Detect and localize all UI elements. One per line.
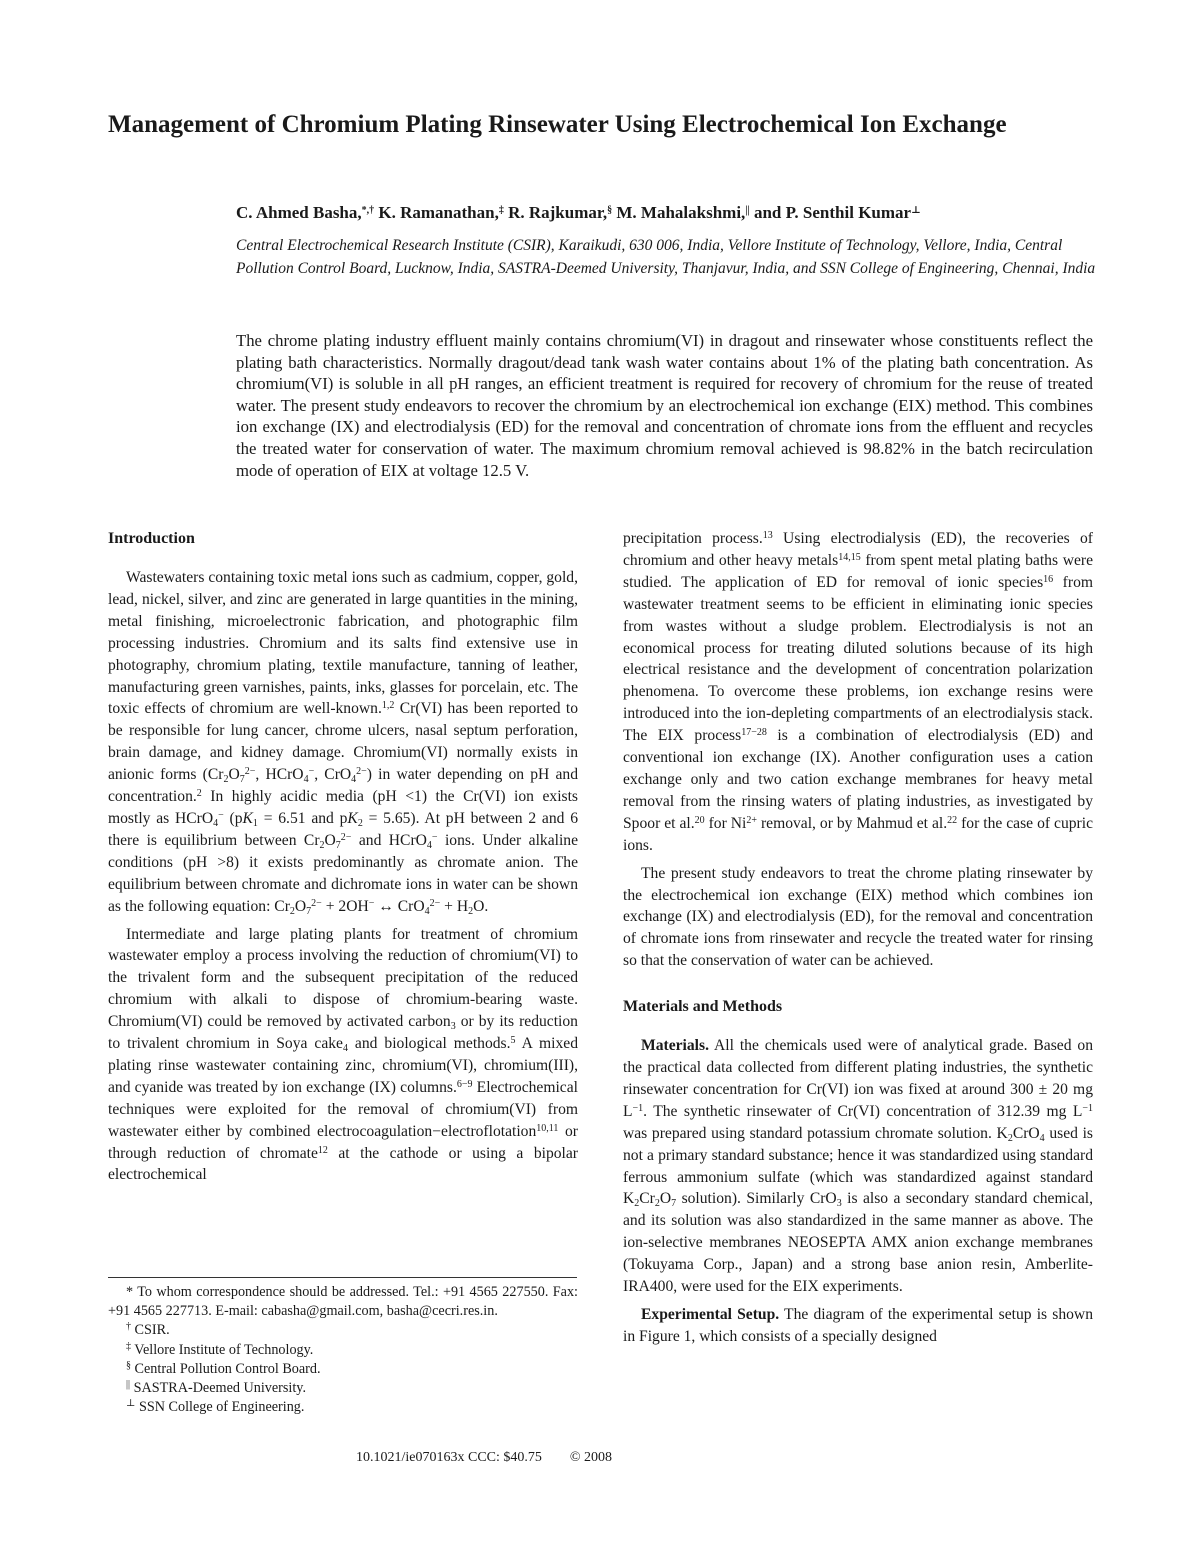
footnote-item bbox=[108, 1341, 578, 1360]
footnotes bbox=[108, 1283, 578, 1417]
subscript: 3 bbox=[836, 1198, 842, 1210]
text-run: and biological methods. bbox=[347, 1035, 511, 1053]
footnote-divider bbox=[108, 1277, 577, 1278]
superscript: 6−9 bbox=[456, 1078, 473, 1090]
page-footer bbox=[356, 1450, 612, 1466]
footnote-item bbox=[108, 1379, 578, 1398]
subscript: 1 bbox=[252, 817, 258, 829]
materials-paragraph bbox=[623, 1035, 1093, 1298]
text-run: ions. Under alkaline conditions (pH >8) it exists predominantly as chromate anion. The equilibrium between chromate and dichromate ions in water can be shown as the following equation: Cr bbox=[108, 831, 579, 915]
text-run: for the case of cupric ions. bbox=[623, 814, 1093, 854]
subscript: 2 bbox=[357, 817, 363, 829]
subscript: 4 bbox=[303, 774, 309, 786]
materials-text bbox=[623, 1037, 1093, 1295]
setup-runin-heading: Experimental Setup. bbox=[641, 1306, 780, 1323]
superscript: 2+ bbox=[746, 814, 757, 826]
footnote-text: Vellore Institute of Technology. bbox=[131, 1341, 314, 1358]
subscript: 3 bbox=[450, 1021, 456, 1033]
text-run: Cr(VI) has been reported to be responsible for lung cancer, chrome ulcers, nasal septum perforation, brain damage, and kidney damage. Chromium(VI) normally exists in anionic forms (Cr bbox=[108, 700, 578, 784]
author-mark: ⊥ bbox=[911, 205, 921, 216]
superscript: 12 bbox=[317, 1144, 328, 1156]
superscript: 2− bbox=[429, 897, 441, 909]
article-title: Management of Chromium Plating Rinsewater Using Electrochemical Ion Exchange bbox=[108, 111, 1007, 138]
superscript: 14,15 bbox=[838, 551, 861, 563]
footnote-text: SSN College of Engineering. bbox=[135, 1399, 305, 1416]
italic-symbol: K bbox=[347, 809, 358, 827]
footnote-item bbox=[108, 1321, 578, 1340]
setup-text: The diagram of the experimental setup is shown in Figure 1, which consists of a specially designed bbox=[623, 1306, 1093, 1345]
superscript: 10,11 bbox=[536, 1122, 559, 1134]
text-run: O. bbox=[473, 897, 489, 915]
superscript: 2 bbox=[196, 788, 202, 800]
text-run: O bbox=[228, 766, 240, 784]
text-run: removal, or by Mahmud et al. bbox=[756, 814, 948, 832]
author-mark: § bbox=[607, 205, 613, 216]
subscript: 4 bbox=[426, 839, 432, 851]
doi-text: 10.1021/ie070163x CCC: $40.75 bbox=[356, 1450, 542, 1465]
text-run: (p bbox=[223, 809, 243, 827]
subscript: 2 bbox=[1007, 1132, 1013, 1144]
superscript: 2− bbox=[311, 897, 322, 909]
subscript: 2 bbox=[289, 905, 295, 917]
text-run: O bbox=[659, 1190, 672, 1208]
author-name: and P. Senthil Kumar bbox=[749, 203, 912, 222]
subscript: 7 bbox=[335, 839, 341, 851]
text-run: O bbox=[324, 831, 336, 849]
right-column bbox=[623, 528, 1093, 1348]
subscript: 4 bbox=[213, 817, 219, 829]
text-run: is a combination of electrodialysis (ED) and conventional ion exchange (IX). Another configuration uses a cation exchange only and two cation exchange membranes for heavy metal removal from the rinsing waters of plating industries, as investigated by Spoor et al. bbox=[623, 727, 1093, 832]
setup-paragraph bbox=[623, 1304, 1093, 1348]
footnote-mark: † bbox=[126, 1321, 131, 1333]
superscript: 16 bbox=[1043, 573, 1054, 585]
superscript: −1 bbox=[632, 1102, 644, 1114]
text-run: Electrochemical techniques were exploited for the removal of chromium(VI) from wastewater either by combined electrocoagulation−electroflotation bbox=[108, 1078, 578, 1140]
subscript: 2 bbox=[319, 839, 325, 851]
section-heading-materials-methods: Materials and Methods bbox=[623, 998, 783, 1016]
superscript: − bbox=[218, 809, 224, 821]
intro-paragraph-1 bbox=[108, 567, 578, 918]
superscript: 1,2 bbox=[381, 700, 395, 712]
copyright-year: © 2008 bbox=[569, 1450, 613, 1465]
text-run: CrO bbox=[1012, 1124, 1040, 1142]
text-run: A mixed plating rinse wastewater containing zinc, chromium(VI), chromium(III), and cyanide was treated by ion exchange (IX) columns. bbox=[108, 1035, 578, 1096]
text-run: and HCrO bbox=[351, 831, 427, 849]
superscript: 2− bbox=[340, 831, 352, 843]
subscript: 7 bbox=[671, 1198, 677, 1210]
text-run: In highly acidic media (pH <1) the Cr(VI) ion exists mostly as HCrO bbox=[108, 788, 578, 827]
text-run: Wastewaters containing toxic metal ions such as cadmium, copper, gold, lead, nickel, silver, and zinc are generated in large quantities in the mining, metal finishing, microelectronic fabrication, and photographic film processing industries. Chromium and its salts find extensive use in photography, chromium plating, textile manufacture, tanning of leather, manufacturing green varnishes, paints, inks, glasses for porcelain, etc. The toxic effects of chromium are well-known. bbox=[108, 569, 578, 718]
text-run: solution). Similarly CrO bbox=[676, 1190, 837, 1208]
superscript: 13 bbox=[762, 530, 773, 541]
footnote-correspondence: * To whom correspondence should be addressed. Tel.: +91 4565 227550. Fax: +91 4565 227713. E-mail: cabasha@gmail.com, basha@cecri.res.in. bbox=[108, 1284, 578, 1320]
author-name: C. Ahmed Basha, bbox=[236, 203, 362, 222]
author-mark: *,† bbox=[361, 205, 375, 216]
superscript: 17−28 bbox=[741, 727, 767, 739]
text-run: or through reduction of chromate bbox=[108, 1122, 578, 1162]
abstract: The chrome plating industry effluent mainly contains chromium(VI) in dragout and rinsewater whose constituents reflect the plating bath characteristics. Normally dragout/dead tank wash water contains about 1% of the plating bath concentration. As chromium(VI) is soluble in all pH ranges, an efficient treatment is required for recovery of chromium for the reuse of treated water. The present study endeavors to recover the chromium by an electrochemical ion exchange (EIX) method. This combines ion exchange (IX) and electrodialysis (ED) for the removal and concentration of chromate ions from the effluent and recycles the treated water for conservation of water. The maximum chromium removal achieved is 98.82% in the batch recirculation mode of operation of EIX at voltage 12.5 V. bbox=[236, 331, 1093, 480]
affiliation: Central Electrochemical Research Institute (CSIR), Karaikudi, 630 006, India, Vellore Institute of Technology, Vellore, India, Central Pollution Control Board, Lucknow, India, SASTRA-Deemed University, Thanjavur, India, and SSN College of Engineering, Chennai, India bbox=[236, 237, 1096, 277]
footnote-item bbox=[108, 1360, 578, 1379]
text-run: or by its reduction to trivalent chromium in Soya cake bbox=[108, 1013, 578, 1053]
author-mark: ‡ bbox=[498, 205, 504, 216]
superscript: − bbox=[431, 831, 438, 843]
superscript: − bbox=[368, 897, 375, 909]
superscript: 2− bbox=[244, 766, 256, 778]
subscript: 4 bbox=[351, 774, 357, 786]
author-list bbox=[236, 202, 1096, 224]
text-run: precipitation process. bbox=[623, 530, 763, 547]
superscript: −1 bbox=[1082, 1102, 1093, 1114]
footnote-text: Central Pollution Control Board. bbox=[131, 1360, 321, 1377]
text-run: from wastewater treatment seems to be efficient in eliminating ionic species from wastes without a sludge problem. Electrodialysis is not an economical process for treating diluted solutions because of its high electrical resistance and the development of concentration polarization phenomena. To overcome these problems, ion exchange resins were introduced into the ion-depleting compartments of an electrodialysis stack. The EIX process bbox=[623, 573, 1093, 745]
text-run: All the chemicals used were of analytical grade. Based on the practical data collected from different plating industries, the synthetic rinsewater concentration for Cr(VI) ion was fixed at around 300 ± 20 mg L bbox=[623, 1037, 1093, 1120]
subscript: 4 bbox=[1039, 1132, 1045, 1144]
text-run: for Ni bbox=[704, 814, 747, 832]
subscript: 2 bbox=[634, 1198, 640, 1210]
materials-runin-heading: Materials. bbox=[641, 1037, 709, 1055]
footnote-mark: ‡ bbox=[126, 1340, 131, 1352]
footnote-mark: § bbox=[126, 1359, 131, 1371]
text-run: . The synthetic rinsewater of Cr(VI) concentration of 312.39 mg L bbox=[643, 1102, 1083, 1120]
footnote-item bbox=[108, 1398, 578, 1417]
superscript: 2− bbox=[356, 766, 367, 778]
footnote-text: SASTRA-Deemed University. bbox=[130, 1380, 307, 1397]
subscript: 2 bbox=[468, 905, 474, 917]
text-run: at the cathode or using a bipolar electrochemical bbox=[108, 1144, 578, 1184]
intro-paragraph-2 bbox=[108, 924, 578, 1187]
subscript: 7 bbox=[306, 905, 312, 917]
subscript: 4 bbox=[342, 1043, 348, 1055]
italic-symbol: K bbox=[242, 809, 253, 827]
footnote-text: CSIR. bbox=[131, 1322, 170, 1339]
text-run: is also a secondary standard chemical, and its solution was also standardized in the same manner as above. The ion-selective membranes NEOSEPTA AMX anion exchange membranes (Tokuyama Corp., Japan) and a strong base anion resin, Amberlite-IRA400, were used for the EIX experiments. bbox=[623, 1190, 1094, 1296]
author-name: K. Ramanathan, bbox=[374, 203, 499, 222]
subscript: 2 bbox=[654, 1198, 660, 1210]
text-run: ) in water depending on pH and concentration. bbox=[108, 766, 578, 806]
superscript: − bbox=[308, 766, 315, 778]
text-run: Cr bbox=[639, 1190, 655, 1208]
section-heading-introduction: Introduction bbox=[108, 530, 195, 547]
author-name: R. Rajkumar, bbox=[503, 203, 608, 222]
text-run: Using electrodialysis (ED), the recoveries of chromium and other heavy metals bbox=[623, 530, 1093, 569]
text-run: from spent metal plating baths were studied. The application of ED for removal of ionic species bbox=[623, 551, 1093, 591]
text-run: = 6.51 and p bbox=[257, 809, 348, 827]
superscript: 22 bbox=[947, 814, 958, 826]
footnote-mark: || bbox=[126, 1379, 131, 1391]
superscript: 5 bbox=[510, 1035, 516, 1047]
text-run: Intermediate and large plating plants for treatment of chromium wastewater employ a process involving the reduction of chromium(VI) to the trivalent form and the subsequent precipitation of the reduced chromium with alkali to dispose of chromium-bearing waste. Chromium(VI) could be removed by activated carbon bbox=[108, 925, 578, 1031]
text-run: + 2OH bbox=[321, 897, 369, 915]
text-run: , HCrO bbox=[255, 766, 304, 784]
intro-paragraph-3 bbox=[623, 528, 1093, 857]
superscript: 20 bbox=[694, 814, 705, 826]
text-run: was prepared using standard potassium chromate solution. K bbox=[623, 1124, 1008, 1142]
text-run: , CrO bbox=[314, 766, 352, 784]
text-run: ↔ CrO bbox=[374, 897, 425, 915]
subscript: 7 bbox=[239, 774, 245, 786]
author-mark: || bbox=[745, 205, 750, 216]
text-run: + H bbox=[440, 897, 469, 915]
subscript: 4 bbox=[424, 905, 430, 917]
author-name: M. Mahalakshmi, bbox=[612, 203, 746, 222]
left-column bbox=[108, 528, 578, 1186]
text-run: used is not a primary standard substance; hence it was standardized using standard ferrous ammonium sulfate (which was standardized against standard K bbox=[623, 1124, 1094, 1208]
subscript: 2 bbox=[223, 774, 229, 786]
intro-paragraph-4: The present study endeavors to treat the chrome plating rinsewater by the electrochemical ion exchange (EIX) method which combines ion exchange (IX) and electrodialysis (ED), for the removal and concentration of chromate ions from rinsewater and recycle the treated water for rinsing so that the conservation of water can be achieved. bbox=[623, 864, 1093, 970]
text-run: O bbox=[294, 897, 307, 915]
text-run: = 5.65). At pH between 2 and 6 there is equilibrium between Cr bbox=[108, 809, 579, 849]
footnote-mark: ⊥ bbox=[126, 1398, 136, 1410]
